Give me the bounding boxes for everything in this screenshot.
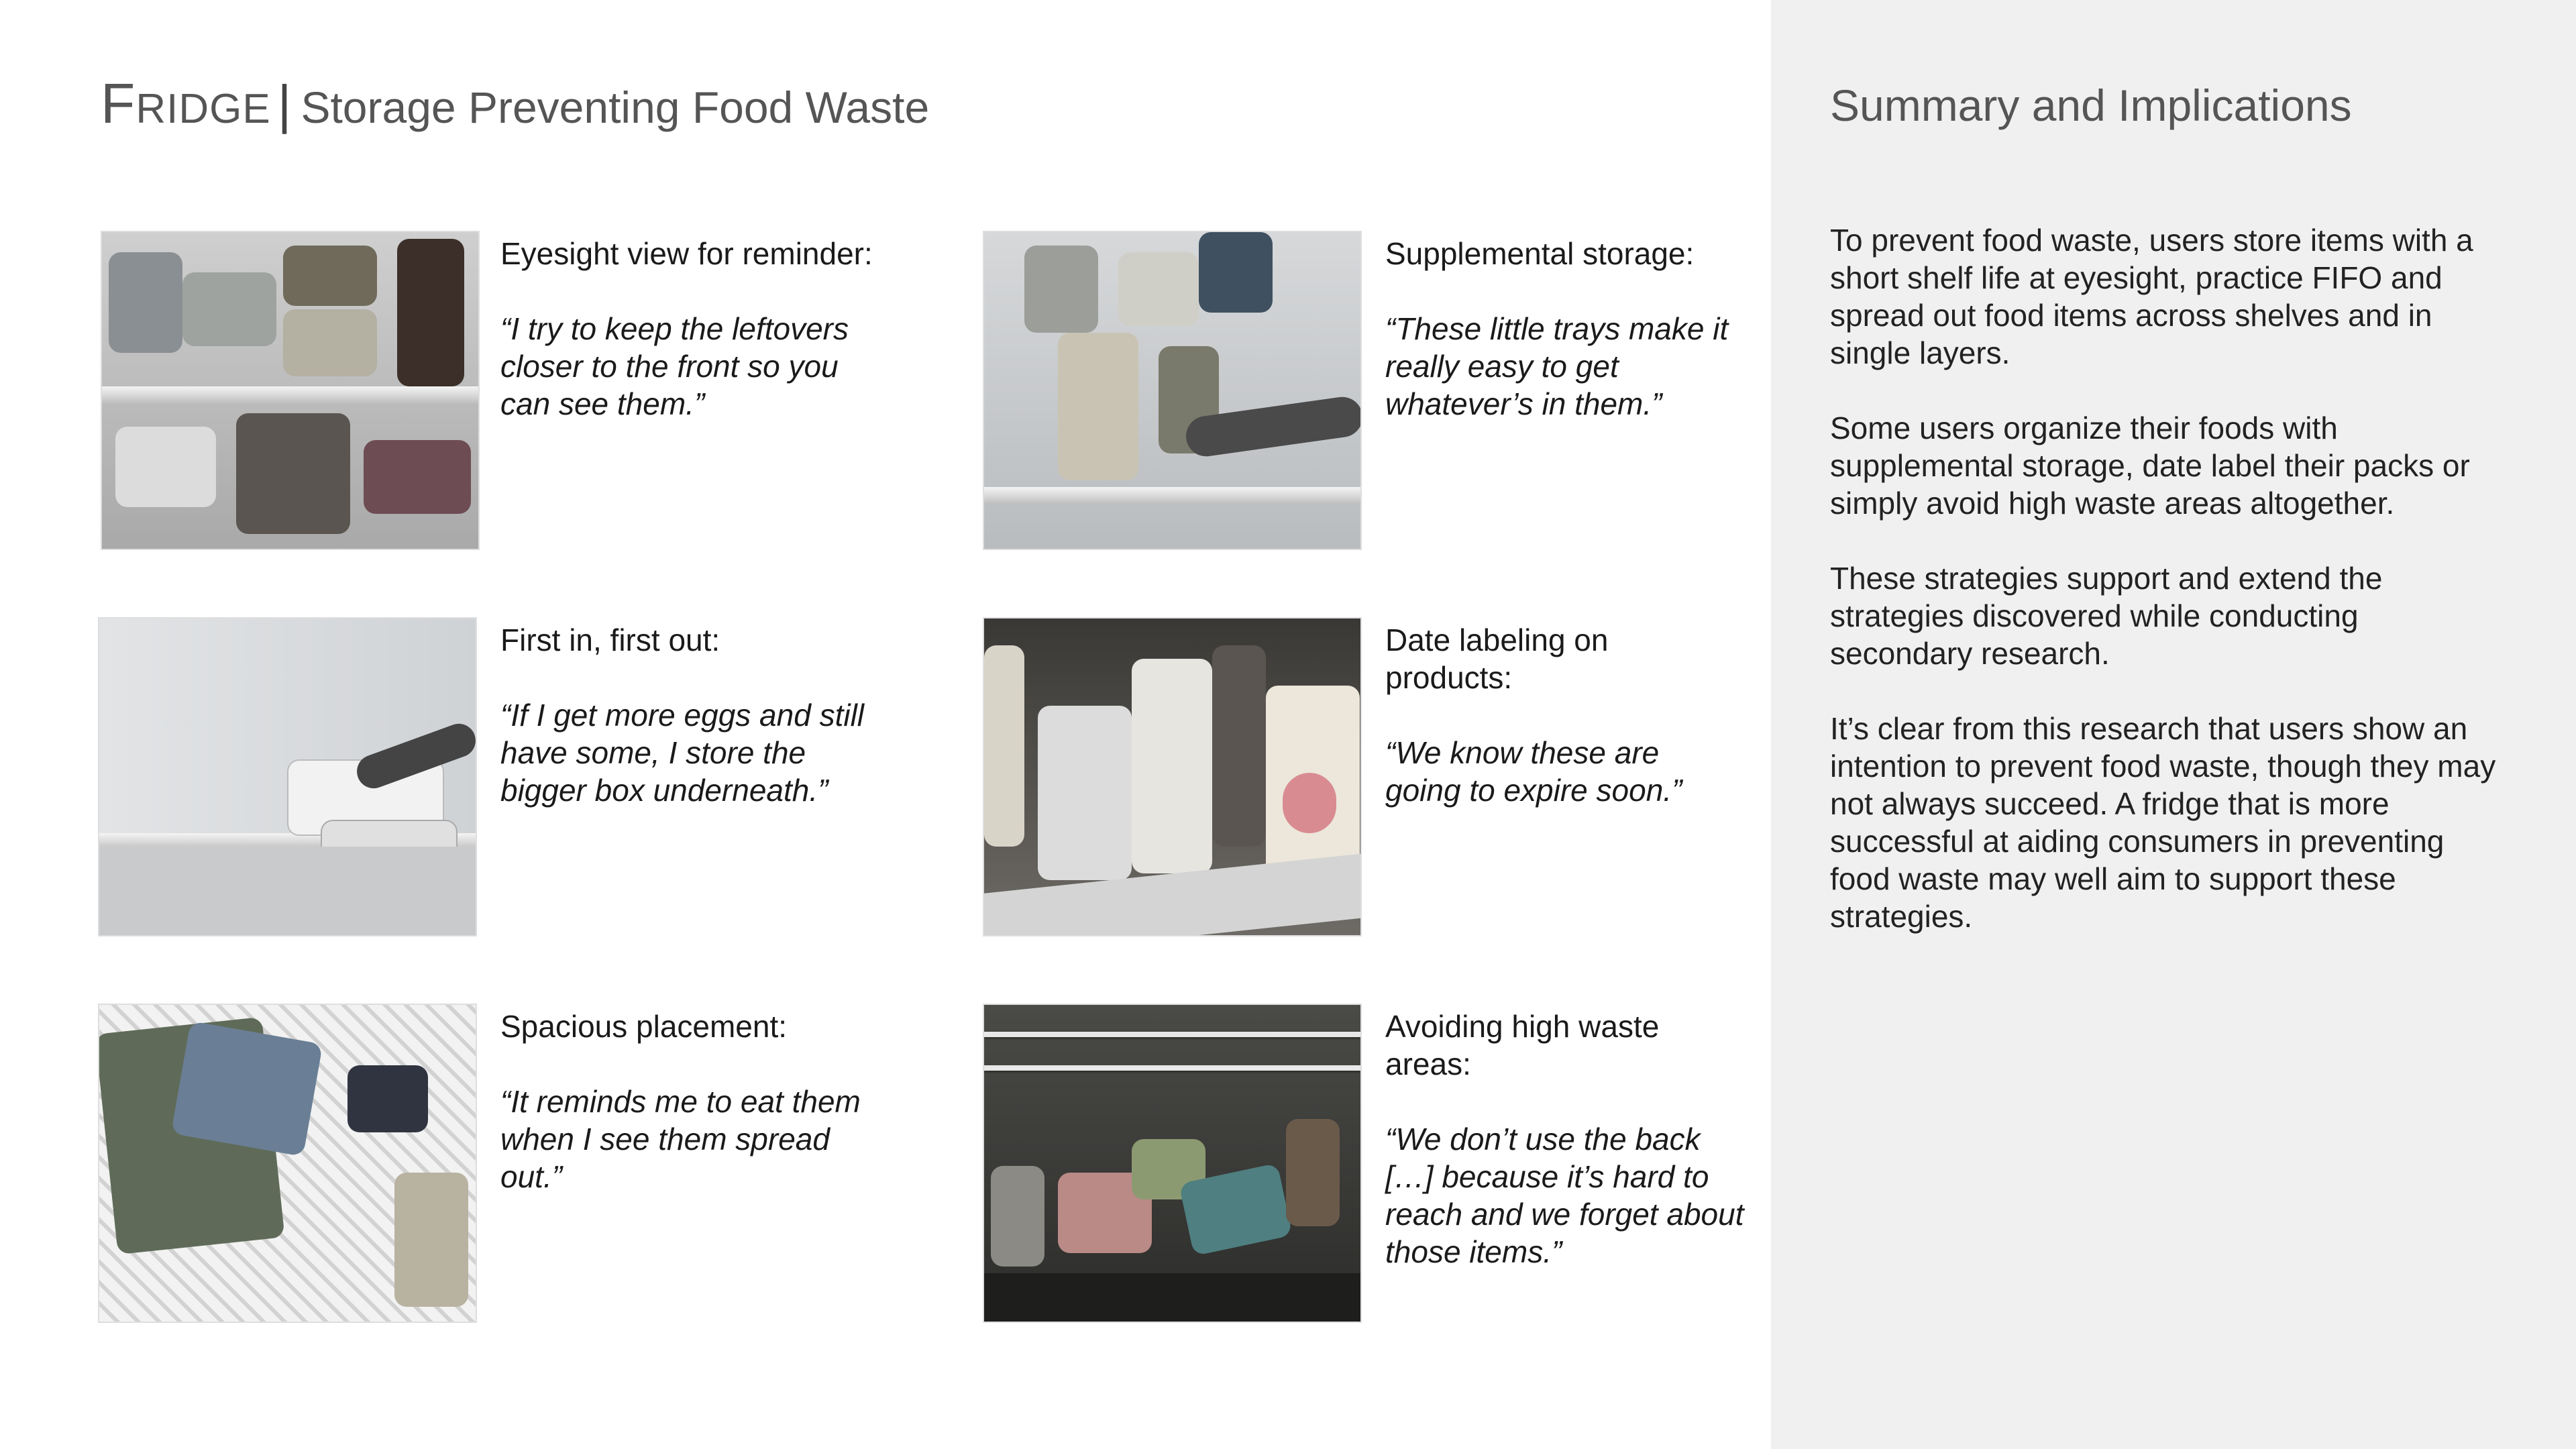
brand-rest: RIDGE xyxy=(136,86,271,132)
card-quote: “These little trays make it really easy to get whatever’s in them.” xyxy=(1385,311,1729,421)
card-heading: Spacious placement: xyxy=(500,1009,788,1044)
card-date-labeling-caption xyxy=(1385,621,1781,809)
card-heading: Avoiding high waste areas: xyxy=(1385,1009,1660,1081)
spread-out-produce-bags-photo xyxy=(98,1004,477,1323)
card-quote: “I try to keep the leftovers closer to the front so you can see them.” xyxy=(500,311,849,421)
title-separator: | xyxy=(277,74,292,134)
fridge-door-trays-jars-photo xyxy=(983,231,1362,550)
brand-initial: F xyxy=(101,72,136,135)
fridge-eggs-box-photo xyxy=(98,617,477,936)
fridge-shelf-leftover-containers-photo xyxy=(101,231,480,550)
card-spacious-caption xyxy=(500,1008,896,1195)
card-fifo-caption xyxy=(500,621,896,809)
card-quote: “We don’t use the back […] because it’s hard to reach and we forget about those items.” xyxy=(1385,1122,1744,1269)
card-quote: “It reminds me to eat them when I see them spread out.” xyxy=(500,1084,861,1194)
labeled-dressing-bottles-photo xyxy=(983,617,1362,936)
summary-paragraph: These strategies support and extend the strategies discovered while conducting secondary research. xyxy=(1830,561,2383,671)
summary-title: Summary and Implications xyxy=(1830,80,2352,130)
card-avoiding-caption xyxy=(1385,1008,1781,1271)
card-heading: Eyesight view for reminder: xyxy=(500,236,873,271)
summary-body xyxy=(1830,221,2508,973)
brand-name xyxy=(101,72,271,135)
card-heading: Supplemental storage: xyxy=(1385,236,1695,271)
card-eyesight-caption xyxy=(500,235,896,423)
page-title xyxy=(101,72,930,135)
fridge-back-shelf-jars-photo xyxy=(983,1004,1362,1323)
card-quote: “If I get more eggs and still have some, I store the bigger box underneath.” xyxy=(500,698,865,808)
card-heading: First in, first out: xyxy=(500,623,720,657)
page-subtitle: Storage Preventing Food Waste xyxy=(301,83,930,132)
summary-paragraph: It’s clear from this research that users show an intention to prevent food waste, though they may not always succeed. A fridge that is more successful at aiding consumers in preventing food waste may well aim to support these strategies. xyxy=(1830,711,2496,934)
card-heading: Date labeling on products: xyxy=(1385,623,1609,695)
summary-paragraph: To prevent food waste, users store items with a short shelf life at eyesight, practice FIFO and spread out food items across shelves and in single layers. xyxy=(1830,223,2473,370)
card-quote: “We know these are going to expire soon.” xyxy=(1385,735,1682,808)
card-supplemental-caption xyxy=(1385,235,1781,423)
summary-paragraph: Some users organize their foods with supplemental storage, date label their packs or simply avoid high waste areas altogether. xyxy=(1830,411,2470,521)
